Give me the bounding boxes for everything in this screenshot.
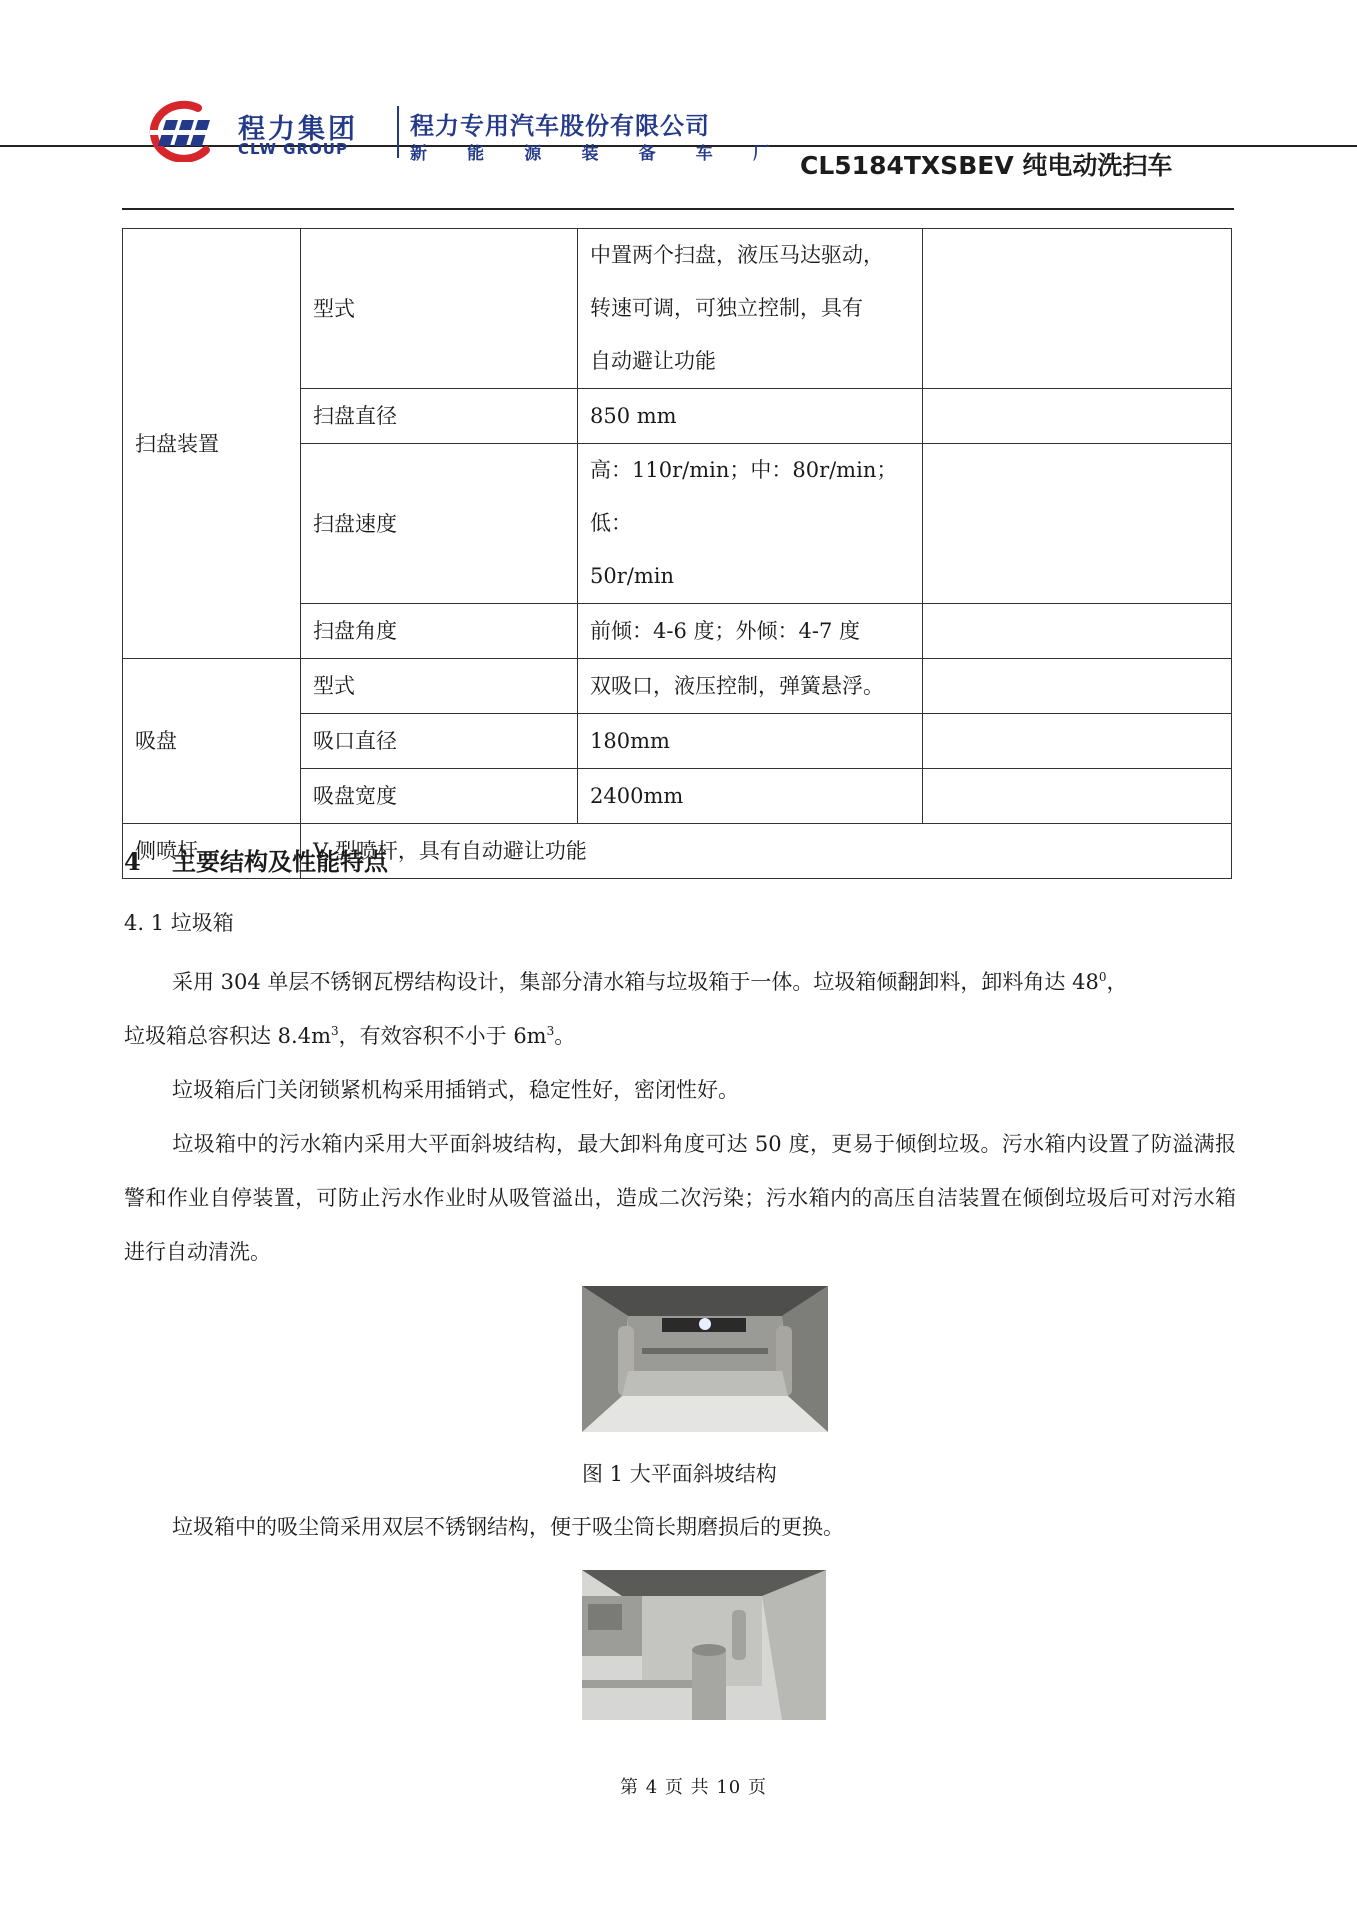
table-row [123,229,1232,389]
company-sub-char: 源 [524,144,542,164]
text-run: 。 [554,1024,576,1048]
logo-english-text: CLW GROUP [238,140,348,158]
paragraph-2 [124,1063,1236,1117]
section-number: 4 [124,847,141,876]
value-line: 转速可调，可独立控制，具有 [590,296,863,320]
superscript: 3 [546,1024,555,1038]
param-value [578,444,923,604]
param-label: 型式 [301,659,578,714]
empty-cell [923,769,1232,824]
superscript: 0 [1098,970,1107,984]
company-sub-char: 车 [695,144,713,164]
figure-2-photo [582,1570,826,1720]
param-value: 双吸口，液压控制，弹簧悬浮。 [578,659,923,714]
text-run: ，有效容积不小于 6m [338,1024,547,1048]
logo-separator [397,106,399,158]
figure-1-caption: 图 1 大平面斜坡结构 [582,1462,777,1486]
company-sub-char: 能 [467,144,485,164]
section-title: 主要结构及性能特点 [172,847,388,876]
group-cell-suction: 吸盘 [123,659,301,824]
company-name: 程力专用汽车股份有限公司 [410,112,710,140]
param-label: 扫盘直径 [301,389,578,444]
superscript: 3 [331,1024,339,1038]
text-run: ， [1106,970,1128,994]
company-sub-char: 装 [581,144,599,164]
value-line: 高：110r/min；中：80r/min；低： [590,458,898,535]
param-value: 850 mm [578,389,923,444]
empty-cell [923,389,1232,444]
section-4-1-heading: 4. 1 垃圾箱 [124,911,234,935]
group-cell-sweep: 扫盘装置 [123,229,301,659]
empty-cell [923,229,1232,389]
text-run: 采用 304 单层不锈钢瓦楞结构设计，集部分清水箱与垃圾箱于一体。垃圾箱倾翻卸料，卸料角达 48 [172,970,1099,994]
value-line: 自动避让功能 [590,349,716,373]
empty-cell [923,659,1232,714]
text-run: 垃圾箱后门关闭锁紧机构采用插销式，稳定性好，密闭性好。 [172,1078,739,1102]
table-row [123,659,1232,714]
section-4-heading [124,842,388,877]
company-sub-char: 备 [638,144,656,164]
param-label: 型式 [301,229,578,389]
param-label: 扫盘速度 [301,444,578,604]
paragraph-1 [124,955,1236,1063]
empty-cell [923,444,1232,604]
value-line: 中置两个扫盘，液压马达驱动， [590,243,884,267]
param-value: 前倾：4-6 度；外倾：4-7 度 [578,604,923,659]
paragraph-3 [124,1117,1236,1279]
param-label: 扫盘角度 [301,604,578,659]
logo-chinese-text: 程力集团 [238,114,358,145]
value-line: 50r/min [590,564,674,588]
paragraph-4 [124,1500,1236,1554]
company-sub-char: 新 [410,144,427,164]
company-sub-char: 厂 [752,144,770,164]
clw-logo-icon [136,100,228,162]
spec-table [122,228,1232,879]
param-label: 吸盘宽度 [301,769,578,824]
param-value: V 型喷杆，具有自动避让功能 [301,824,1232,879]
param-value: 180mm [578,714,923,769]
text-run: 垃圾箱中的污水箱内采用大平面斜坡结构，最大卸料角度可达 50 度，更易于倾倒垃圾。污水箱内设置了防溢满报警和作业自停装置，可防止污水作业时从吸管溢出，造成二次污染；污水箱内的高压自洁装置在倾倒垃圾后可对污水箱进行自动清洗。 [124,1132,1236,1264]
text-run: 垃圾箱中的吸尘筒采用双层不锈钢结构，便于吸尘筒长期磨损后的更换。 [172,1515,844,1539]
page-footer: 第 4 页 共 10 页 [620,1777,767,1798]
param-value: 2400mm [578,769,923,824]
empty-cell [923,604,1232,659]
group-cell-side-spray: 侧喷杆 [123,824,301,879]
company-subtitle [410,139,770,164]
figure-1-photo [582,1286,828,1432]
document-title: CL5184TXSBEV 纯电动洗扫车 [800,151,1173,180]
param-label: 吸口直径 [301,714,578,769]
empty-cell [923,714,1232,769]
header-rule-bottom [122,208,1234,210]
text-run: 垃圾箱总容积达 8.4m [124,1024,331,1048]
param-value [578,229,923,389]
